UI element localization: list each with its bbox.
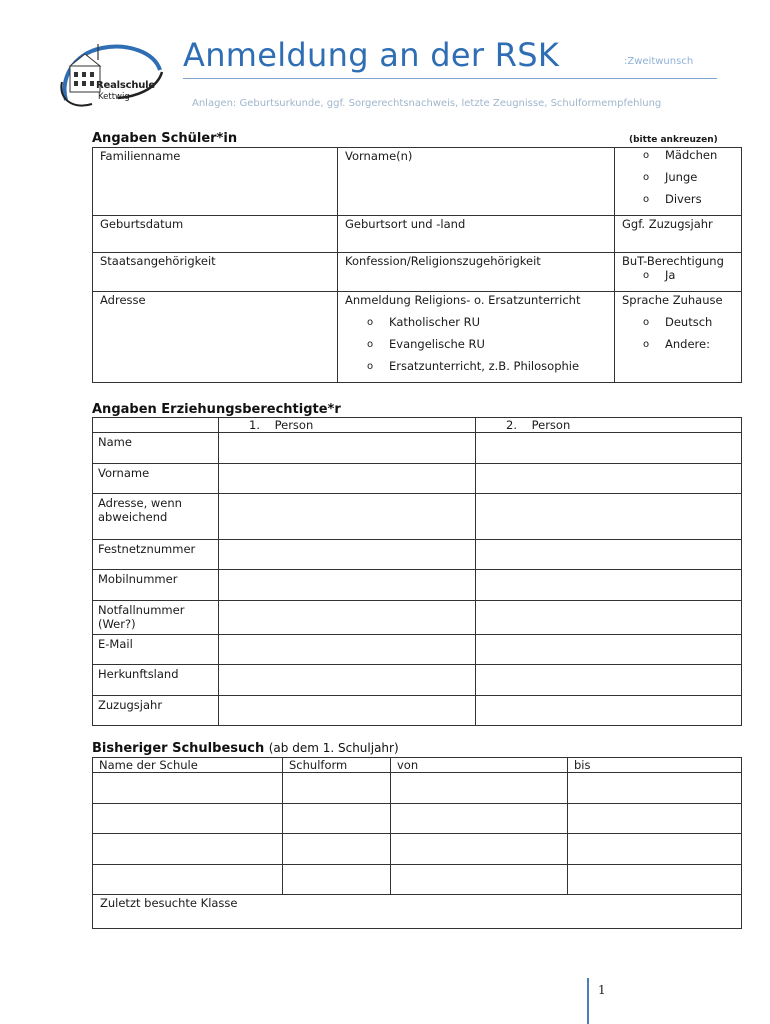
row-label-name: Name [93, 433, 219, 464]
option-label: Katholischer RU [389, 315, 481, 329]
input-schulform[interactable] [283, 804, 391, 834]
checkbox-bullet[interactable]: o [643, 150, 650, 161]
field-religion [338, 292, 615, 383]
col-header-schulform: Schulform [283, 758, 391, 773]
input-p2-adresse[interactable] [476, 494, 742, 540]
checkbox-bullet[interactable]: o [643, 317, 650, 328]
input-p2-notfall[interactable] [476, 601, 742, 635]
checkbox-bullet[interactable]: o [643, 270, 650, 281]
input-p2-email[interactable] [476, 634, 742, 664]
gender-options [615, 148, 742, 216]
label-konfession: Konfession/Religionszugehörigkeit [345, 254, 541, 268]
label-religion: Anmeldung Religions- o. Ersatzunterricht [345, 293, 581, 307]
input-schule[interactable] [93, 773, 283, 804]
input-p1-zuzugsjahr[interactable] [219, 695, 476, 725]
input-p2-zuzugsjahr[interactable] [476, 695, 742, 725]
field-vorname[interactable] [338, 148, 615, 216]
row-label-vorname: Vorname [93, 464, 219, 494]
row-label-festnetz: Festnetznummer [93, 540, 219, 570]
field-adresse[interactable] [93, 292, 338, 383]
label-sprache: Sprache Zuhause [622, 293, 723, 307]
input-p1-email[interactable] [219, 634, 476, 664]
student-heading: Angaben Schüler*in [92, 131, 238, 146]
label-geburtsdatum: Geburtsdatum [100, 217, 184, 231]
input-schulform[interactable] [283, 834, 391, 865]
label-vorname: Vorname(n) [345, 149, 413, 163]
school-heading-main: Bisheriger Schulbesuch [92, 741, 265, 756]
school-heading [92, 741, 399, 756]
input-bis[interactable] [568, 773, 742, 804]
field-zuzugsjahr[interactable] [615, 216, 742, 253]
input-bis[interactable] [568, 865, 742, 895]
row-label-mobil: Mobilnummer [93, 570, 219, 601]
col-header-bis: bis [568, 758, 742, 773]
option-maedchen[interactable] [643, 148, 734, 170]
option-label: Ja [665, 268, 676, 282]
input-bis[interactable] [568, 834, 742, 865]
input-p1-festnetz[interactable] [219, 540, 476, 570]
title-rule [183, 78, 717, 79]
input-von[interactable] [391, 865, 568, 895]
field-staatsangehoerigkeit[interactable] [93, 253, 338, 292]
input-bis[interactable] [568, 804, 742, 834]
field-familienname[interactable] [93, 148, 338, 216]
guardians-table [92, 417, 742, 726]
option-label: Junge [665, 170, 698, 184]
row-label-email: E-Mail [93, 634, 219, 664]
field-but [615, 253, 742, 292]
option-label: Evangelische RU [389, 337, 485, 351]
logo-text-town: Kettwig [98, 92, 130, 102]
input-schule[interactable] [93, 804, 283, 834]
input-schulform[interactable] [283, 865, 391, 895]
field-sprache [615, 292, 742, 383]
label-last-class: Zuletzt besuchte Klasse [100, 896, 238, 910]
option-evangelisch[interactable] [367, 337, 607, 359]
row-label-notfall: Notfallnummer (Wer?) [93, 601, 219, 635]
option-label: Mädchen [665, 148, 718, 162]
option-divers[interactable] [643, 192, 734, 214]
option-katholisch[interactable] [367, 315, 607, 337]
student-table [92, 147, 742, 383]
option-ersatz[interactable] [367, 359, 607, 381]
input-p2-name[interactable] [476, 433, 742, 464]
field-konfession[interactable] [338, 253, 615, 292]
label-staatsangehoerigkeit: Staatsangehörigkeit [100, 254, 216, 268]
label-zuzugsjahr: Ggf. Zuzugsjahr [622, 217, 713, 231]
input-p1-name[interactable] [219, 433, 476, 464]
row-label-adresse: Adresse, wenn abweichend [93, 494, 219, 540]
option-label: Divers [665, 192, 702, 206]
input-von[interactable] [391, 834, 568, 865]
guardians-heading: Angaben Erziehungsberechtigte*r [92, 402, 341, 417]
input-von[interactable] [391, 804, 568, 834]
guardians-corner [93, 418, 219, 433]
row-label-zuzugsjahr: Zuzugsjahr [93, 695, 219, 725]
option-but-ja[interactable] [622, 268, 734, 284]
option-deutsch[interactable] [643, 315, 734, 337]
school-table [92, 757, 742, 929]
field-geburtsort[interactable] [338, 216, 615, 253]
input-schule[interactable] [93, 834, 283, 865]
label-adresse: Adresse [100, 293, 146, 307]
input-p1-notfall[interactable] [219, 601, 476, 635]
input-p1-herkunft[interactable] [219, 664, 476, 695]
option-label: Andere: [665, 337, 710, 351]
page-title: Anmeldung an der RSK [183, 36, 560, 74]
row-label-herkunft: Herkunftsland [93, 664, 219, 695]
label-familienname: Familienname [100, 149, 181, 163]
input-p1-mobil[interactable] [219, 570, 476, 601]
option-label: Ersatzunterricht, z.B. Philosophie [389, 359, 580, 373]
label-geburtsort: Geburtsort und -land [345, 217, 466, 231]
col-header-von: von [391, 758, 568, 773]
checkbox-bullet[interactable]: o [643, 194, 650, 205]
label-but: BuT-Berechtigung [622, 254, 724, 268]
col-header-schule: Name der Schule [93, 758, 283, 773]
wish-tag: :Zweitwunsch [624, 56, 694, 67]
attachments-line: Anlagen: Geburtsurkunde, ggf. Sorgerechtsnachweis, letzte Zeugnisse, Schulformempfehlung [192, 98, 662, 109]
input-p1-adresse[interactable] [219, 494, 476, 540]
input-schulform[interactable] [283, 773, 391, 804]
field-last-class[interactable] [93, 895, 742, 929]
tick-note: (bitte ankreuzen) [629, 135, 718, 145]
input-p2-vorname[interactable] [476, 464, 742, 494]
header-person-2: 2. Person [476, 418, 742, 433]
option-andere[interactable] [643, 337, 734, 359]
checkbox-bullet[interactable]: o [643, 172, 650, 183]
school-heading-sub: (ab dem 1. Schuljahr) [268, 741, 399, 755]
checkbox-bullet[interactable]: o [643, 339, 650, 350]
logo-text-school: Realschule [96, 80, 155, 91]
input-von[interactable] [391, 773, 568, 804]
header-person-1: 1. Person [219, 418, 476, 433]
option-label: Deutsch [665, 315, 713, 329]
checkbox-bullet[interactable]: o [367, 317, 374, 328]
page-number-bar [587, 978, 589, 1024]
checkbox-bullet[interactable]: o [367, 361, 374, 372]
option-junge[interactable] [643, 170, 734, 192]
input-p2-herkunft[interactable] [476, 664, 742, 695]
input-p1-vorname[interactable] [219, 464, 476, 494]
input-p2-mobil[interactable] [476, 570, 742, 601]
checkbox-bullet[interactable]: o [367, 339, 374, 350]
page-number: 1 [598, 983, 606, 997]
field-geburtsdatum[interactable] [93, 216, 338, 253]
input-schule[interactable] [93, 865, 283, 895]
input-p2-festnetz[interactable] [476, 540, 742, 570]
